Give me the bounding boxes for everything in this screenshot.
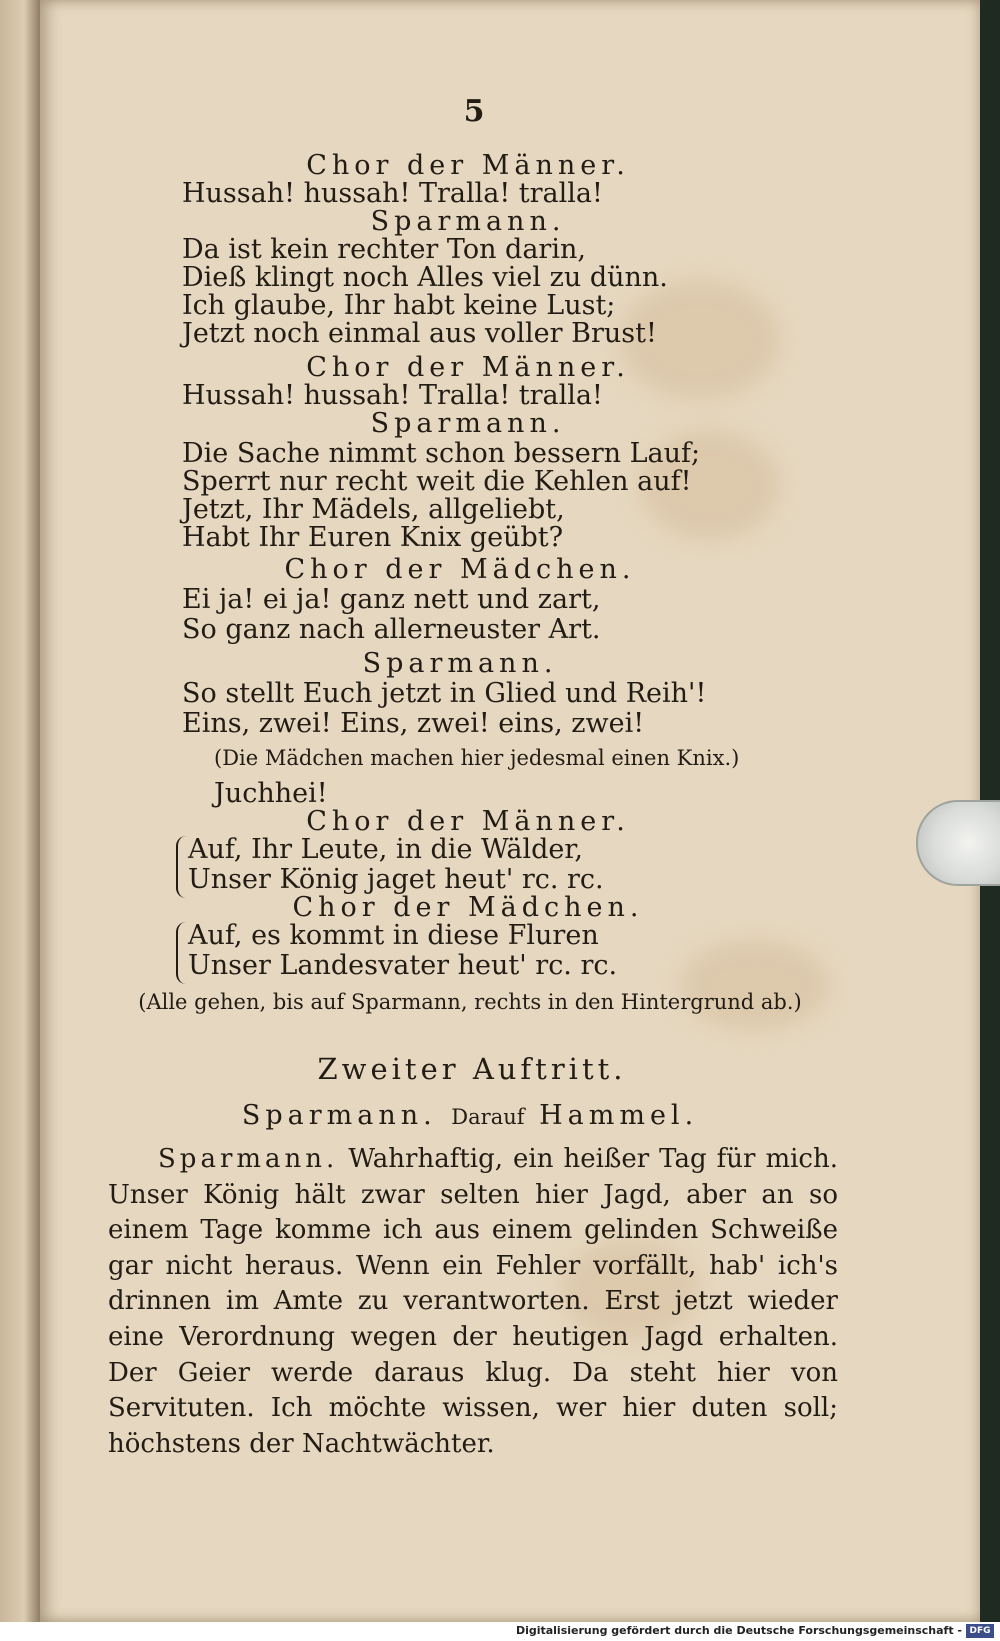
prose-speaker: Sparmann.: [158, 1144, 339, 1174]
verse-line: Dieß klingt noch Alles viel zu dünn.: [182, 262, 668, 293]
speaker-heading: Chor der Mädchen.: [292, 892, 644, 923]
scene-cast-main: Sparmann.: [241, 1100, 437, 1131]
stage-direction: (Alle gehen, bis auf Sparmann, rechts in den Hintergrund ab.): [138, 990, 802, 1014]
stage-direction: (Die Mädchen machen hier jedesmal einen Knix.): [214, 746, 740, 770]
scene-cast: [242, 1100, 698, 1131]
verse-line: Sperrt nur recht weit die Kehlen auf!: [182, 466, 692, 497]
verse-line: Eins, zwei! Eins, zwei! eins, zwei!: [182, 708, 645, 739]
speaker-heading: Sparmann.: [362, 648, 558, 679]
speaker-heading: Chor der Männer.: [306, 352, 630, 383]
chorus-brace: [176, 836, 186, 898]
page-turn-tab[interactable]: [916, 800, 1000, 886]
verse-line: Unser König jaget heut' rc. rc.: [188, 864, 604, 895]
speaker-heading: Chor der Männer.: [306, 150, 630, 181]
scene-cast-then: Darauf: [451, 1105, 525, 1129]
verse-line: Habt Ihr Euren Knix geübt?: [182, 522, 564, 553]
verse-line: Ich glaube, Ihr habt keine Lust;: [182, 290, 616, 321]
left-page-edge: [0, 0, 40, 1641]
chorus-brace: [176, 922, 186, 984]
prose-text: Wahrhaftig, ein heißer Tag für mich. Unser König hält zwar selten hier Jagd, aber an so einem Tage komme ich aus einem gelinden Schweiße gar nicht heraus. Wenn ein Fehler vorfällt, hab' ich's drinnen im Amte zu verantworten. Erst jetzt wieder eine Verordnung wegen der heutigen Jagd erhalten. Der Geier werde daraus klug. Da steht hier von Servituten. Ich möchte wissen, wer hier duten soll; höchstens der Nachtwächter.: [108, 1144, 839, 1459]
prose-paragraph: [108, 1142, 838, 1462]
verse-line: Jetzt noch einmal aus voller Brust!: [182, 318, 657, 349]
scene-cast-second: Hammel.: [539, 1100, 699, 1131]
verse-line: Auf, Ihr Leute, in die Wälder,: [188, 834, 583, 865]
verse-line: Hussah! hussah! Tralla! tralla!: [182, 178, 603, 209]
speaker-heading: Chor der Männer.: [306, 806, 630, 837]
dfg-logo: DFG: [966, 1624, 994, 1638]
paper-stain: [680, 940, 830, 1030]
verse-line: So stellt Euch jetzt in Glied und Reih'!: [182, 678, 707, 709]
verse-line: Juchhei!: [214, 778, 328, 809]
footer-credit: Digitalisierung gefördert durch die Deutsche Forschungsgemeinschaft -: [515, 1624, 962, 1637]
page-number: 5: [463, 94, 485, 129]
scene-title: Zweiter Auftritt.: [317, 1052, 627, 1086]
speaker-heading: Sparmann.: [370, 206, 566, 237]
verse-line: Auf, es kommt in diese Fluren: [188, 920, 599, 951]
speaker-heading: Chor der Mädchen.: [284, 554, 636, 585]
verse-line: Da ist kein rechter Ton darin,: [182, 234, 586, 265]
verse-line: Jetzt, Ihr Mädels, allgeliebt,: [182, 494, 565, 525]
speaker-heading: Sparmann.: [370, 408, 566, 439]
verse-line: Unser Landesvater heut' rc. rc.: [188, 950, 618, 981]
verse-line: Die Sache nimmt schon bessern Lauf;: [182, 438, 701, 469]
verse-line: So ganz nach allerneuster Art.: [182, 614, 601, 645]
verse-line: Hussah! hussah! Tralla! tralla!: [182, 380, 603, 411]
verse-line: Ei ja! ei ja! ganz nett und zart,: [182, 584, 601, 615]
